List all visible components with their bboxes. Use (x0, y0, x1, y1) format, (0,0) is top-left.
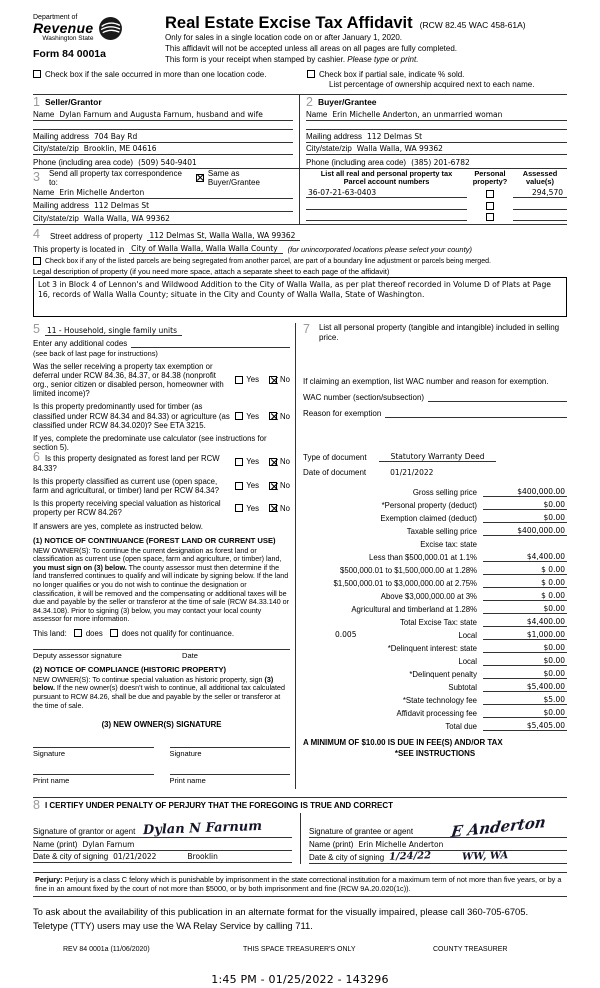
personal-property-header-1: Personal (474, 168, 506, 178)
document-type-label: Type of document (303, 453, 367, 463)
excise-row-value[interactable]: $0.00 (483, 656, 567, 666)
send-correspondence-label: Send all property tax correspondence to: (48, 168, 182, 187)
excise-row-value[interactable]: $4,400.00 (483, 552, 567, 562)
compliance-text-bold: (3) below. (33, 675, 274, 693)
correspondence-citystatezip-row (33, 212, 293, 225)
excise-row (303, 692, 567, 705)
form-footer (33, 946, 567, 956)
cashier-stamp: 1:45 PM - 01/25/2022 - 143296 (211, 973, 389, 987)
grantee-signature[interactable]: E Anderton (450, 813, 548, 842)
section-3-number: 3 (33, 170, 40, 185)
excise-row (303, 497, 567, 510)
no-label: No (280, 481, 290, 491)
treasurer-space-label: THIS SPACE TREASURER'S ONLY (243, 946, 356, 954)
buyer-section (300, 95, 567, 168)
land-use-code-value[interactable]: 11 - Household, single family units (45, 326, 182, 336)
top-options-row (33, 70, 567, 89)
see-instructions-note: *SEE INSTRUCTIONS (394, 749, 476, 759)
excise-row-value[interactable]: $ 0.00 (483, 591, 567, 601)
multi-location-label: Check box if the sale occurred in more than one location code. (45, 70, 267, 80)
excise-row-value[interactable]: $400,000.00 (483, 526, 567, 536)
subtitle-line-3 (165, 55, 567, 66)
notice-compliance-heading: (2) NOTICE OF COMPLIANCE (HISTORIC PROPERTY) (33, 664, 227, 674)
yes-label: Yes (246, 457, 260, 467)
excise-row (303, 653, 567, 666)
parcel-header-line2: Parcel account numbers (343, 177, 430, 187)
seller-phone-row (33, 155, 293, 168)
does-label: does (85, 628, 103, 638)
grantee-date-city-row (309, 851, 567, 864)
signature-caption: Signature (33, 749, 66, 759)
continuance-text-2: The county assessor must then determine if the land transferred continues to qualify and will indicate by signing below. If the land no longer qualifies or you do not wish to continue the designation or classification, it will be removed and the compensating or additional taxes will be due and payable by the seller or transferor at the time of sale (RCW 84.33.140 or 84.34.108). Prior to signing (3) below, you may contact your local county assessor for more information. (33, 563, 290, 624)
buyer-citystatezip-label: City/state/zip (306, 144, 352, 154)
grantor-date-city-label: Date & city of signing (33, 852, 109, 862)
excise-row-label: Local (458, 657, 477, 667)
grantee-date-value[interactable]: 1/24/22 (388, 849, 432, 863)
notice-continuance-paragraph (33, 547, 290, 624)
grantor-date-city-row (33, 851, 292, 864)
excise-row-value[interactable]: $0.00 (483, 643, 567, 653)
excise-row-label: Subtotal (448, 683, 477, 693)
certification-section (33, 797, 567, 864)
buyer-name-row-2[interactable] (306, 121, 567, 130)
excise-row (303, 523, 567, 536)
excise-row (303, 627, 567, 640)
parcel-row (306, 198, 567, 210)
wac-number-row (303, 393, 567, 402)
deputy-assessor-signature-line[interactable] (33, 638, 290, 650)
assessed-value[interactable] (513, 209, 567, 210)
land-does-not-checkbox[interactable] (110, 629, 118, 637)
notice-compliance-paragraph (33, 676, 290, 710)
legal-description-value[interactable]: Lot 3 in Block 4 of Lennon's and Wildwood Addition to the City of Walla Walla, as per plat thereof recorded in Volume D of Plats at Page 16, records of Walla Walla County; situate in the City and County of Walla Walla, State of Washington. (33, 277, 567, 317)
partial-sale-checkbox[interactable] (307, 70, 315, 78)
additional-codes-field[interactable] (131, 339, 290, 348)
s6-currentuse-no-checkbox[interactable] (269, 482, 277, 490)
new-owner-signature-line-1[interactable] (33, 735, 154, 748)
exemption-question (33, 362, 290, 399)
grantor-printname-value[interactable]: Dylan Farnum (82, 839, 135, 849)
seller-citystatezip-row (33, 143, 293, 156)
seller-phone-value[interactable]: (509) 540-9401 (138, 157, 197, 167)
timber-question (33, 402, 290, 430)
excise-section (303, 449, 567, 758)
seller-title: Seller/Grantor (44, 97, 102, 108)
excise-row-value[interactable]: $ 0.00 (483, 578, 567, 588)
parcel-number-value[interactable] (306, 220, 467, 221)
grantee-printname-label: Name (print) (309, 839, 354, 849)
title-block (165, 14, 567, 65)
predominate-use-note: If yes, complete the predominate use calculator (see instructions for section 5). (33, 433, 267, 453)
excise-row-label: Excise tax: state (420, 540, 477, 550)
excise-row-label: *State technology fee (402, 696, 477, 706)
document-date-row (303, 464, 567, 477)
additional-codes-row (33, 339, 290, 348)
buyer-mailing-value[interactable]: 112 Delmas St (367, 131, 423, 141)
form-header (33, 14, 567, 65)
accessibility-line-1: To ask about the availability of this publication in an alternate format for the visually impaired, please call 360-705-6705. (33, 905, 529, 917)
excise-row-value[interactable]: $4,400.00 (483, 617, 567, 627)
compliance-text-1: NEW OWNER(S): To continue special valuation as historic property, sign (33, 675, 265, 684)
wac-number-label: WAC number (section/subsection) (303, 393, 425, 403)
section-7-number: 7 (303, 322, 310, 337)
s5-exemption-no-checkbox[interactable] (269, 376, 277, 384)
excise-row-label: Total Excise Tax: state (400, 618, 477, 628)
buyer-mailing-row (306, 130, 567, 143)
assessed-value-header-2: value(s) (526, 177, 554, 187)
excise-row-value[interactable]: $5,400.00 (483, 682, 567, 692)
excise-row-label: Total due (445, 722, 477, 732)
wac-number-field[interactable] (428, 393, 567, 402)
buyer-phone-label: Phone (including area code) (306, 157, 407, 167)
excise-row-label: *Delinquent interest: state (387, 644, 477, 654)
yes-label: Yes (246, 375, 260, 385)
receipt-note: This form is your receipt when stamped by cashier. (165, 54, 348, 64)
notice-continuance-heading: (1) NOTICE OF CONTINUANCE (FOREST LAND OR CURRENT USE) (33, 535, 276, 545)
s5-timber-yes-checkbox[interactable] (235, 412, 243, 420)
excise-row-value[interactable]: $ 0.00 (483, 565, 567, 575)
yes-label: Yes (246, 481, 260, 491)
this-land-label: This land: (33, 628, 67, 638)
excise-row-label: Taxable selling price (406, 527, 477, 537)
excise-row-label: $1,500,000.01 to $3,000,000.00 at 2.75% (333, 579, 477, 589)
exemption-question-text: Was the seller receiving a property tax exemption or deferral under RCW 84.36, 84.37, or 84.38 (nonprofit org., senior citizen or disabled person, homeowner with limited income)? (33, 361, 224, 399)
revenue-label: Revenue (33, 20, 94, 37)
county-treasurer-label: COUNTY TREASURER (433, 946, 508, 954)
if-yes-note: If answers are yes, complete as instructed below. (33, 521, 203, 531)
land-does-checkbox[interactable] (74, 629, 82, 637)
excise-row (303, 484, 567, 497)
segregated-option (33, 257, 567, 265)
s6-historic-no-checkbox[interactable] (269, 504, 277, 512)
buyer-title: Buyer/Grantee (317, 97, 377, 108)
parcel-number-value[interactable] (306, 209, 467, 210)
dor-logo-block (33, 14, 153, 65)
subtitle-line-2: This affidavit will not be accepted unless all areas on all pages are fully completed. (165, 43, 458, 53)
buyer-name-value[interactable]: Erin Michelle Anderton, an unmarried woman (332, 110, 503, 120)
signature-caption: Signature (169, 749, 202, 759)
timber-question-text: Is this property predominantly used for timber (as classified under RCW 84.34 and 84.33) or agriculture (as classified under RCW 84.34.020)? See ETA 3215. (33, 402, 230, 430)
legal-description-label: Legal description of property (if you need more space, attach a separate sheet to each page of the affidavit) (33, 267, 390, 277)
seller-section (33, 95, 300, 168)
grantee-printname-value[interactable]: Erin Michelle Anderton (358, 839, 444, 849)
excise-row-value (483, 539, 567, 549)
correspondence-name-value[interactable]: Erin Michelle Anderton (59, 188, 145, 198)
continuance-text-1: NEW OWNER(S): To continue the current designation as forest land or classification as current use (open space, farm and agriculture, or timber) land, (33, 546, 282, 564)
seller-name-value[interactable]: Dylan Farnum and Augusta Farnum, husband and wife (59, 110, 263, 120)
section-8-number: 8 (33, 798, 40, 813)
correspondence-citystatezip-value[interactable]: Walla Walla, WA 99362 (83, 214, 170, 224)
type-or-print-note: Please type or print. (347, 54, 419, 64)
dor-wordmark (33, 14, 93, 43)
form-number: Form 84 0001a (33, 47, 106, 60)
section-2-number: 2 (306, 94, 313, 109)
additional-codes-label: Enter any additional codes (33, 338, 128, 348)
excise-row (303, 718, 567, 731)
excise-row-value[interactable]: $1,000.00 (483, 630, 567, 640)
historic-question-text: Is this property receiving special valuation as historical property per RCW 84.26? (33, 499, 221, 518)
partial-sale-label: Check box if partial sale, indicate % sold. (319, 70, 465, 80)
excise-row (303, 679, 567, 692)
compliance-text-2: If the new owner(s) doesn't wish to continue, all additional tax calculated pursuant to RCW 84.26, shall be due and payable by the seller or transferor at the time of sale. (33, 684, 285, 710)
personal-property-checkbox-1[interactable] (486, 190, 494, 198)
no-label: No (280, 457, 290, 467)
excise-row (303, 666, 567, 679)
historic-question (33, 499, 290, 517)
excise-row-label: Less than $500,000.01 at 1.1% (369, 553, 477, 563)
located-in-label: This property is located in (33, 245, 125, 255)
personal-property-header-2: property? (472, 177, 508, 187)
excise-row (303, 601, 567, 614)
seller-mailing-row (33, 130, 293, 143)
reason-exemption-label: Reason for exemption (303, 409, 382, 419)
assessed-value[interactable] (513, 220, 567, 221)
perjury-label: Perjury: (35, 874, 63, 884)
excise-row-label: Gross selling price (412, 488, 477, 498)
excise-row (303, 588, 567, 601)
excise-row-value[interactable]: $5,405.00 (483, 721, 567, 731)
section-5-number: 5 (33, 322, 40, 337)
rev-number: REV 84 0001a (11/06/2020) (63, 946, 150, 954)
excise-row (303, 705, 567, 718)
section-6-number: 6 (33, 450, 40, 465)
excise-calculation (303, 484, 567, 731)
assessed-value-header-1: Assessed (522, 168, 558, 178)
correspondence-left (33, 169, 300, 225)
seller-citystatezip-label: City/state/zip (33, 144, 79, 154)
buyer-name-label: Name (306, 110, 328, 120)
correspondence-mailing-row (33, 199, 293, 212)
segregated-label: Check box if any of the listed parcels are being segregated from another parcel, are part of a boundary line adjustment or parcels being merged. (45, 257, 491, 265)
street-address-label: Street address of property (49, 231, 143, 241)
section-4-number: 4 (33, 227, 40, 242)
buyer-phone-value[interactable]: (385) 201-6782 (411, 157, 470, 167)
buyer-name-row (306, 109, 567, 122)
exemption-claim-note: If claiming an exemption, list WAC number and reason for exemption. (303, 377, 549, 387)
excise-row-value[interactable]: $400,000.00 (483, 487, 567, 497)
excise-row-label: Agricultural and timberland at 1.28% (351, 605, 477, 615)
new-owner-signature-grid (33, 735, 290, 789)
parcel-header-line1: List all real and personal property tax (320, 168, 453, 178)
personal-property-checkbox-2[interactable] (486, 202, 494, 210)
no-label: No (280, 503, 290, 513)
middle-columns (33, 323, 567, 789)
reason-exemption-row (303, 409, 567, 418)
grantee-signature-row (309, 813, 567, 842)
section-1-number: 1 (33, 94, 40, 109)
yes-label: Yes (246, 411, 260, 421)
multi-location-checkbox[interactable] (33, 70, 41, 78)
s5-timber-no-checkbox[interactable] (269, 412, 277, 420)
seller-phone-label: Phone (including area code) (33, 157, 134, 167)
excise-row-label: $500,000.01 to $1,500,000.00 at 1.28% (340, 566, 477, 576)
washington-state-label: Washington State (42, 35, 94, 43)
local-rate-value: 0.005 (335, 630, 357, 640)
parcel-number-value[interactable]: 36-07-21-63-0403 (306, 188, 467, 198)
excise-row (303, 614, 567, 627)
document-date-value[interactable]: 01/21/2022 (390, 468, 434, 478)
same-as-buyer-label: Same as Buyer/Grantee (207, 168, 260, 187)
accessibility-line-2: Teletype (TTY) users may use the WA Relay Service by calling 711. (33, 920, 313, 932)
correspondence-citystatezip-label: City/state/zip (33, 214, 79, 224)
excise-row-value[interactable]: $0.00 (483, 708, 567, 718)
partial-sale-option (307, 70, 534, 89)
left-column (33, 323, 295, 789)
correspondence-mailing-label: Mailing address (33, 200, 90, 210)
perjury-text: Perjury is a class C felony which is punishable by imprisonment in the state correctional institution for a maximum term of not more than five years, or by a fine in an amount fixed by the court of not more than $5000, or by both imprisonment and fine (RCW 9A.20.020(1c)). (35, 874, 562, 893)
correspondence-section (33, 169, 567, 226)
correspondence-mailing-value[interactable]: 112 Delmas St (94, 200, 150, 210)
excise-row (303, 536, 567, 549)
grantee-signature-label: Signature of grantee or agent (309, 827, 414, 837)
personal-property-checkbox-3[interactable] (486, 213, 494, 221)
continuance-text-bold: you must sign on (3) below. (33, 563, 127, 572)
minimum-due-note: A MINIMUM OF $10.00 IS DUE IN FEE(S) AND/OR TAX (303, 738, 503, 748)
yes-label: Yes (246, 503, 260, 513)
s6-currentuse-yes-checkbox[interactable] (235, 482, 243, 490)
parcel-table (300, 169, 567, 225)
new-owners-signature-heading: (3) NEW OWNER(S) SIGNATURE (101, 720, 222, 730)
excise-row-label: *Delinquent penalty (409, 670, 477, 680)
dor-emblem-icon (98, 16, 123, 41)
no-label: No (280, 375, 290, 385)
rcw-reference: (RCW 82.45 WAC 458-61A) (419, 20, 526, 30)
grantee-certification (300, 813, 567, 864)
print-name-caption: Print name (33, 776, 70, 786)
deputy-assessor-signature-label: Deputy assessor signature (33, 650, 122, 660)
correspondence-name-label: Name (33, 188, 55, 198)
new-owner-printname-line-2[interactable] (170, 762, 291, 775)
grantor-printname-row (33, 838, 292, 851)
excise-row (303, 575, 567, 588)
buyer-citystatezip-row (306, 143, 567, 156)
deputy-date-label: Date (182, 650, 198, 660)
new-owner-signature-line-2[interactable] (170, 735, 291, 748)
excise-row-label: Exemption claimed (deduct) (380, 514, 477, 524)
designation-section (33, 451, 290, 789)
does-not-label: does not qualify for continuance. (121, 628, 234, 638)
parcel-row (306, 210, 567, 222)
grantor-city-value[interactable]: Brooklin (187, 852, 218, 862)
excise-row (303, 549, 567, 562)
current-use-question-text: Is this property classified as current use (open space, farm and agricultural, or timber) land per RCW 84.34? (33, 476, 219, 495)
document-type-row (303, 449, 567, 462)
buyer-citystatezip-value[interactable]: Walla Walla, WA 99362 (356, 144, 443, 154)
seller-mailing-value[interactable]: 704 Bay Rd (94, 131, 138, 141)
seller-name-row-2[interactable] (33, 121, 293, 130)
same-as-buyer-checkbox[interactable] (196, 174, 204, 182)
excise-row-value[interactable]: $0.00 (483, 500, 567, 510)
forest-land-question-text: Is this property designated as forest land per RCW 84.33? (33, 454, 220, 473)
excise-row-label: Affidavit processing fee (396, 709, 477, 719)
s6-forest-yes-checkbox[interactable] (235, 458, 243, 466)
s5-exemption-yes-checkbox[interactable] (235, 376, 243, 384)
grantor-signature-row (33, 813, 292, 838)
perjury-notice (33, 872, 567, 897)
personal-property-title: List all personal property (tangible and intangible) included in selling price. (318, 323, 560, 343)
grantor-certification (33, 813, 300, 864)
s6-forest-no-checkbox[interactable] (269, 458, 277, 466)
forest-land-question (33, 451, 290, 473)
reason-exemption-field[interactable] (385, 409, 567, 418)
excise-row-label: Local (458, 631, 477, 641)
correspondence-name-row (33, 187, 293, 200)
certify-statement: I CERTIFY UNDER PENALTY OF PERJURY THAT THE FOREGOING IS TRUE AND CORRECT (44, 801, 393, 811)
excise-row-label: Above $3,000,000.00 at 3% (380, 592, 477, 602)
grantor-signature-label: Signature of grantor or agent (33, 827, 136, 837)
page-title: Real Estate Excise Tax Affidavit (165, 14, 413, 32)
grantor-printname-label: Name (print) (33, 839, 78, 849)
seller-name-row (33, 109, 293, 122)
property-location-section (33, 225, 567, 317)
personal-property-section (303, 323, 567, 447)
excise-row-value[interactable]: $0.00 (483, 604, 567, 614)
located-in-value[interactable]: City of Walla Walla, Walla Walla County (129, 244, 283, 254)
excise-row-value[interactable]: $0.00 (483, 513, 567, 523)
document-type-value[interactable]: Statutory Warranty Deed (379, 452, 497, 462)
right-column (295, 323, 567, 789)
grantor-date-value[interactable]: 01/21/2022 (113, 852, 157, 862)
excise-row (303, 562, 567, 575)
excise-row-value[interactable]: $5.00 (483, 695, 567, 705)
seller-citystatezip-value[interactable]: Brooklin, ME 04616 (83, 144, 157, 154)
accessibility-note (33, 905, 567, 933)
parcel-table-header (306, 169, 567, 187)
grantor-signature[interactable]: Dylan N Farnum (143, 819, 263, 839)
print-name-caption: Print name (169, 776, 206, 786)
document-date-label: Date of document (303, 468, 367, 478)
excise-row-label: *Personal property (deduct) (381, 501, 477, 511)
segregated-checkbox[interactable] (33, 257, 41, 265)
seller-mailing-label: Mailing address (33, 131, 90, 141)
additional-codes-note: (see back of last page for instructions) (33, 348, 158, 358)
department-of-label: Department of (33, 14, 78, 21)
no-label: No (280, 411, 290, 421)
excise-row-value[interactable]: $0.00 (483, 669, 567, 679)
grantee-printname-row (309, 838, 567, 851)
current-use-question (33, 477, 290, 495)
partial-sale-sublabel: List percentage of ownership acquired next to each name. (329, 79, 535, 89)
grantee-city-value[interactable]: WW, WA (462, 849, 509, 863)
land-qualify-row (33, 629, 290, 638)
buyer-phone-row (306, 155, 567, 168)
street-address-value[interactable]: 112 Delmas St, Walla Walla, WA 99362 (147, 231, 300, 241)
excise-row (303, 510, 567, 523)
land-use-section (33, 322, 290, 453)
assessed-value[interactable]: 294,570 (513, 188, 567, 198)
multi-location-option (33, 70, 291, 89)
s6-historic-yes-checkbox[interactable] (235, 504, 243, 512)
new-owner-printname-line-1[interactable] (33, 762, 154, 775)
located-in-note: (for unincorporated locations please select your county) (287, 245, 472, 255)
excise-row (303, 640, 567, 653)
seller-name-label: Name (33, 110, 55, 120)
parcel-row (306, 187, 567, 199)
parties-section (33, 94, 567, 169)
subtitle-line-1: Only for sales in a single location code on or after January 1, 2020. (165, 33, 403, 42)
grantee-date-city-label: Date & city of signing (309, 852, 385, 862)
buyer-mailing-label: Mailing address (306, 131, 363, 141)
